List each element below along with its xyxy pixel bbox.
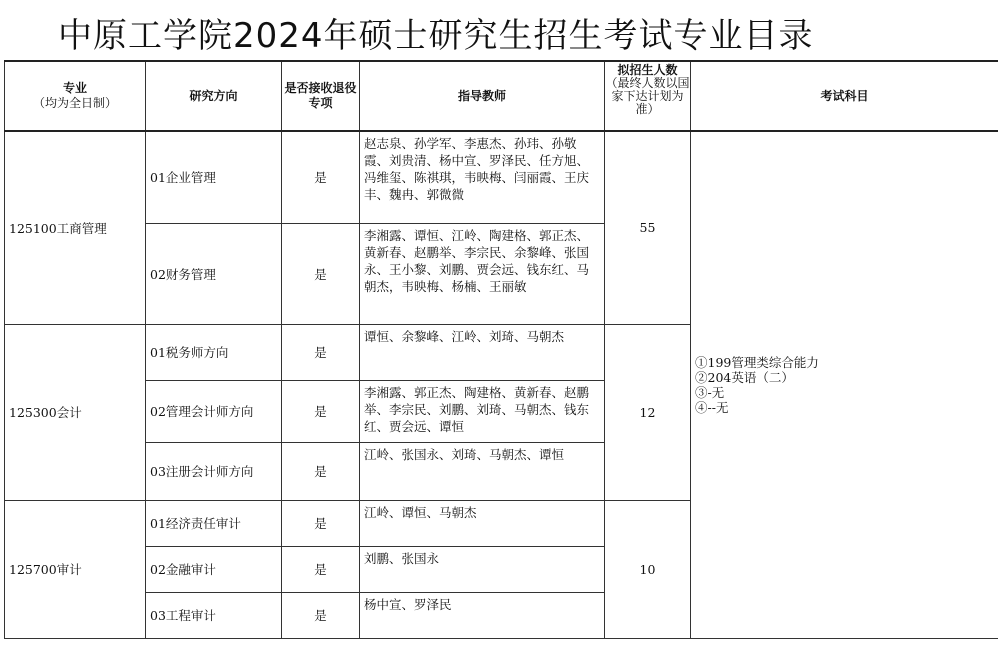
table-row [5, 131, 998, 223]
header-retired: 是否接收退役专项 [282, 61, 360, 131]
header-major: 专业 （均为全日制） [5, 61, 146, 131]
retired-cell: 是 [282, 592, 360, 638]
teachers-cell: 刘鹏、张国永 [360, 546, 605, 592]
direction-cell: 01经济责任审计 [146, 500, 282, 546]
quota-cell: 55 [605, 131, 691, 324]
retired-cell: 是 [282, 223, 360, 324]
teachers-cell: 谭恒、余黎峰、江岭、刘琦、马朝杰 [360, 324, 605, 380]
program-catalog-table [4, 60, 998, 639]
direction-cell: 01企业管理 [146, 131, 282, 223]
direction-cell: 02财务管理 [146, 223, 282, 324]
teachers-cell: 江岭、谭恒、马朝杰 [360, 500, 605, 546]
exam-subject: ①199管理类综合能力 [695, 354, 819, 370]
exam-subject: ③-无 [695, 384, 725, 400]
retired-cell: 是 [282, 442, 360, 500]
teachers-cell: 李湘露、谭恒、江岭、陶建格、郭正杰、黄新春、赵鹏举、李宗民、余黎峰、张国永、王小黎、刘鹏、贾会远、钱东红、马朝杰，韦映梅、杨楠、王丽敏 [360, 223, 605, 324]
teachers-cell: 李湘露、郭正杰、陶建格、黄新春、赵鹏举、李宗民、刘鹏、刘琦、马朝杰、钱东红、贾会远、谭恒 [360, 380, 605, 442]
header-quota: 拟招生人数 （最终人数以国家下达计划为准） [605, 61, 691, 131]
teachers-cell: 杨中宣、罗泽民 [360, 592, 605, 638]
quota-cell: 12 [605, 324, 691, 500]
major-cell: 125100工商管理 [5, 131, 146, 324]
header-teachers: 指导教师 [360, 61, 605, 131]
direction-cell: 01税务师方向 [146, 324, 282, 380]
retired-cell: 是 [282, 546, 360, 592]
exam-subjects-cell [691, 131, 998, 638]
teachers-cell: 江岭、张国永、刘琦、马朝杰、谭恒 [360, 442, 605, 500]
exam-subject: ②204英语（二） [695, 369, 794, 385]
header-exam: 考试科目 [691, 61, 998, 131]
exam-subject: ④--无 [695, 399, 729, 415]
direction-cell: 03工程审计 [146, 592, 282, 638]
quota-cell: 10 [605, 500, 691, 638]
retired-cell: 是 [282, 324, 360, 380]
page-title: 中原工学院2024年硕士研究生招生考试专业目录 [58, 16, 814, 56]
teachers-cell: 赵志泉、孙学军、李惠杰、孙玮、孙敬霞、刘贵清、杨中宣、罗泽民、任方旭、冯维玺、陈祺琪，韦映梅、闫丽霞、王庆丰、魏冉、郭微微 [360, 131, 605, 223]
direction-cell: 03注册会计师方向 [146, 442, 282, 500]
header-direction: 研究方向 [146, 61, 282, 131]
retired-cell: 是 [282, 380, 360, 442]
direction-cell: 02金融审计 [146, 546, 282, 592]
major-cell: 125700审计 [5, 500, 146, 638]
major-cell: 125300会计 [5, 324, 146, 500]
direction-cell: 02管理会计师方向 [146, 380, 282, 442]
retired-cell: 是 [282, 500, 360, 546]
retired-cell: 是 [282, 131, 360, 223]
